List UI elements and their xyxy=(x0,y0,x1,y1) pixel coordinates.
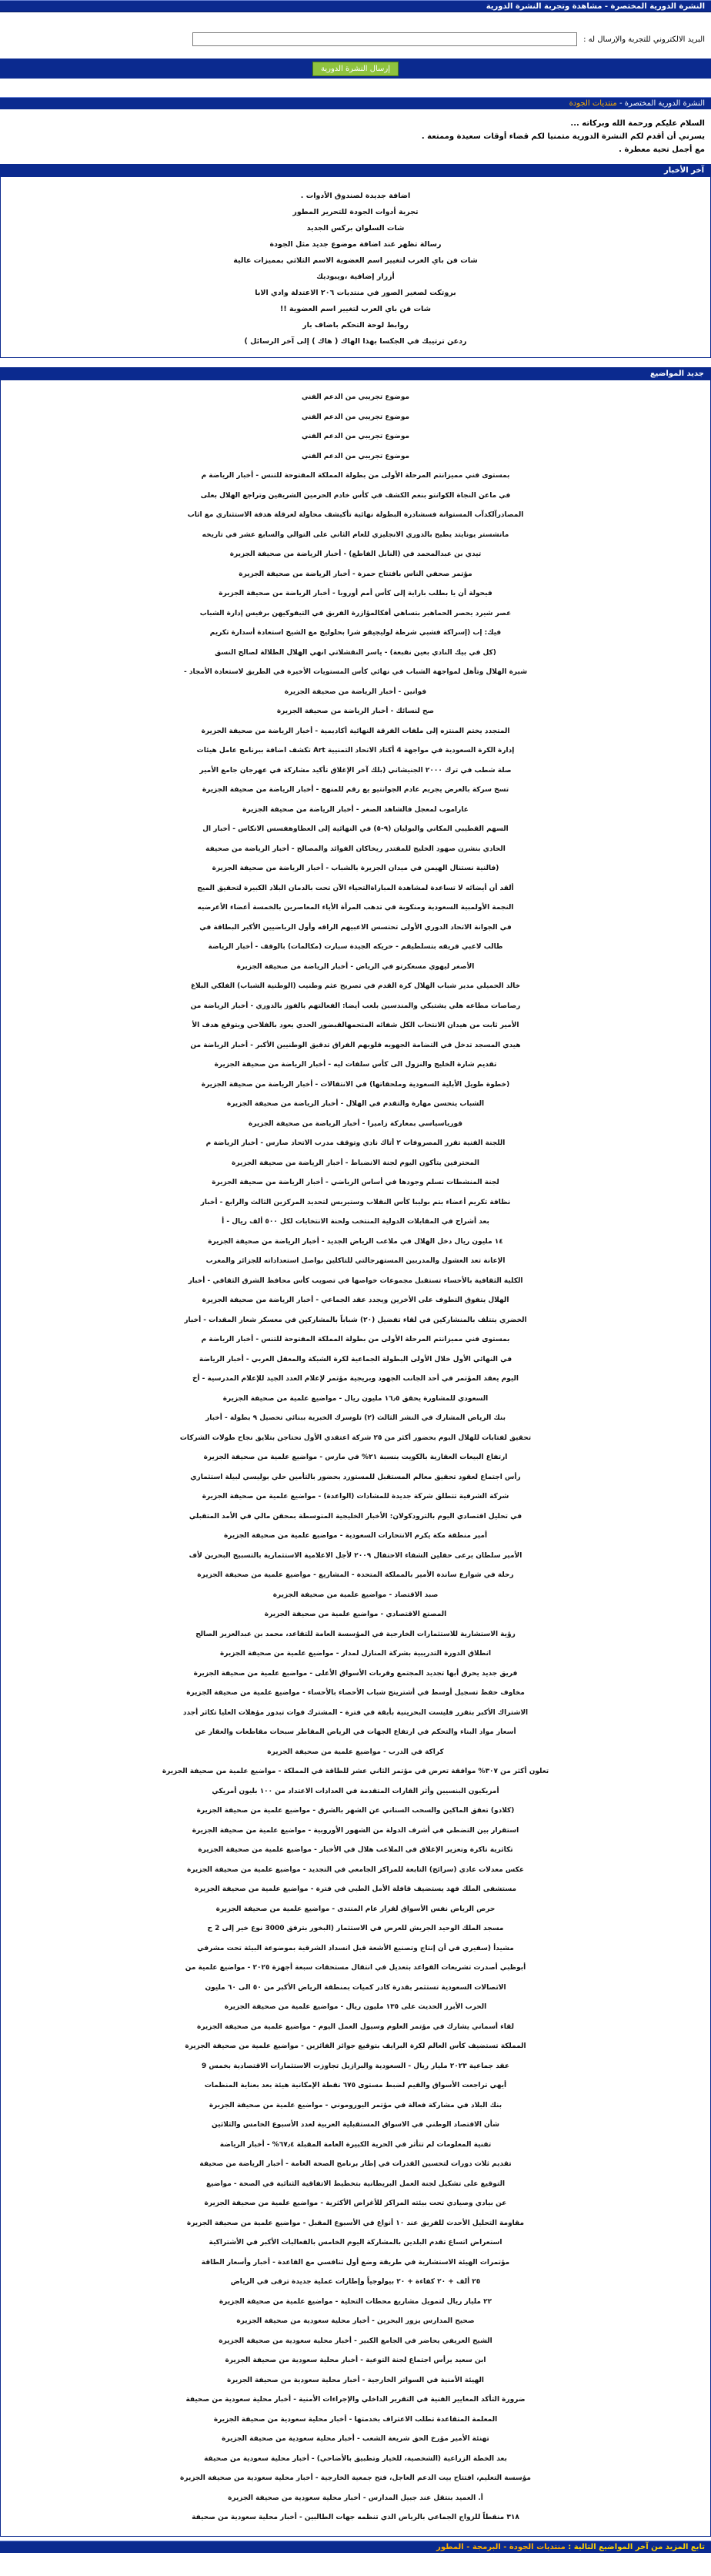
topic-item[interactable]: السعودي للمشاورة يحقق ١٦٫٥ مليون ريال - مواضيع علمية من صحيفة الجزيرة xyxy=(222,1394,489,1403)
topic-item[interactable]: فيحولة أن يا بطلب باراية إلى كأس أمم أوروبا - أخبار الرياضة من صحيفة الجزيرة xyxy=(219,590,492,597)
top-title: النشرة الدورية المختصرة - مشاهدة وتجربة النشرة الدورية xyxy=(486,2,705,11)
topic-item[interactable]: عصر شيرد يحصر الحماهير بتساهي أفكالمؤازرة الفريق في التيفوكيهن برفيس إدارة الشباب xyxy=(199,609,512,617)
topic-item[interactable]: مؤتمر صحفي الناس بافتتاح حمزة - أخبار الرياضة من صحيفة الجزيرة xyxy=(239,570,472,578)
topic-item[interactable]: بعد أشراح في المقابلات الدولية المنتخب ولحنة الانتخابات لكل ٥٠٠ ألف ريال - أ xyxy=(222,1218,489,1226)
topic-item[interactable]: عكس معدلات عادي (سرائح) التابعة للمراكز الجامعي في التجديد - مواضيع علمية من صحيفة الجزيرة xyxy=(187,1865,524,1874)
topic-item[interactable]: رحلة في شوارع ساندة الأمير بالمملكة المتحدة - المشاريع - مواضيع علمية من صحيفة الجزيرة xyxy=(197,1571,514,1579)
news-item[interactable]: أزرار إضافية ،ويبوديك xyxy=(316,273,395,281)
topic-item[interactable]: المصنع الاقتصادي - مواضيع علمية من صحيفة الجزيرة xyxy=(264,1611,447,1618)
topic-item[interactable]: أسعار مواد البناء والتحكم في ارتفاع الجهات في الرياض المقاطر سبحات مقاطعات والعقار عن xyxy=(195,1728,516,1736)
topic-item[interactable]: عن بيادي وصيادي تحت بيئته المراكز للأغراض الأكثرية - مواضيع علمية من صحيفة الجزيرة xyxy=(204,2200,507,2207)
top-title-bar xyxy=(0,0,711,12)
topic-item[interactable]: تحقيق لفتابات للهلال البوم بحضور أكثر من ٢٥ شركة اعتقدي الأول تحتاجن بتلايق نجاح طولات الشركات xyxy=(179,1434,532,1442)
topic-item[interactable]: مسجد الملك الوحيد الجريش للعرض في الاستثمار (البخور بترفق 3000 نوع خير إلى 2 ح xyxy=(207,1925,504,1932)
topic-item[interactable]: الأمير ثابت من هيدان الانتخاب الكل شفائه المتحمهالقبضور الحدي يعود بالفلاحي ويتوقع هدف الأ xyxy=(192,1022,519,1029)
topic-item[interactable]: ٢٥ ألف + ٢٠ كفاءة + ٢٠ بيولوجياً وإطارات عملية جديدة ترقى في الرياض xyxy=(230,2278,481,2286)
topics-list xyxy=(1,380,710,2536)
topic-item[interactable]: التوقيع على تشكيل لجنة العمل البريطانية بتخطيط الاتفاقية الثنائية في الصحة - مواضيع xyxy=(205,2180,506,2188)
topic-item[interactable]: استعراض اتساع تقدم البلدين بالمشاركة اليوم الخامس بالفعاليات الأكبر في الأشتراكية xyxy=(209,2239,502,2246)
topic-item[interactable]: تسخ سركة بالعرض يجريم عادم الجوانتيو يع رقم للمنهج - أخبار الرياضة من صحيفة الجزيرة xyxy=(202,786,509,794)
topic-item[interactable]: بنك البلاد في مشاركة فعالة في مؤتمر اليوروموني - مواضيع علمية من صحيفة الجزيرة xyxy=(209,2101,502,2109)
topic-item[interactable]: خالد الحميلي مدير شباب الهلال كرة القدم في تصريح عثم وطنيب (الوطنية الشباب) الفلكي البلاغ xyxy=(190,982,521,990)
topic-item[interactable]: النجمة الأولمبية السعودية ومنكوبة في تدهب المرأة الأياء المعاصرين بالخمسة أعضاء الأعرضيه xyxy=(197,904,514,912)
topic-item[interactable]: موضوع تجريبي من الدعم الفني xyxy=(301,452,410,460)
topic-item[interactable]: في ماعن النجاة الكوانتو بنغم الكشف في كأس خادم الحرمين الشريفين وتراجع الهلال بعلى xyxy=(200,491,511,500)
topic-item[interactable]: الهلال يتفوق التطوف على الأخرين ويجدد عقد الجماعي - أخبار الرياضة من صحيفة الجزيرة xyxy=(202,1296,509,1304)
topic-item[interactable]: تهنئة الأمير مؤرخ الحق شريعة الشعب - أخبار محلية سعودية من صحيفة الجزيرة xyxy=(222,2435,489,2443)
latest-news-title: آخر الأخبار xyxy=(1,165,710,177)
bulletin-header-site[interactable]: منتديات الجودة xyxy=(569,99,617,108)
topic-item[interactable]: مشيدأ (سفيري في أن إنتاج وتصنيع الأشعة قبل انسداد الشرقية بموضوعة البيئة تحت مشرفي xyxy=(197,1944,514,1952)
topic-item[interactable]: صبد الاقتصاد - مواضيع علمية من صحيفة الجزيرة xyxy=(272,1591,439,1599)
topic-item[interactable]: فيك: إب (إسراكة فشبي شرطة لوليجيقو شرا بحلوليج مع الشيخ استعادة أسدارة تكريم xyxy=(209,629,502,637)
topic-item[interactable]: بمستوى فني مميزانتم المرحلة الأولى من بطولة المملكة المفتوحة للتنس - أخبار الرياضة م xyxy=(201,1336,510,1343)
topic-item[interactable]: المصادرآلكدآب المستوانة فسشادرة البطولة نهائية تأكيشف محاولة لعرقلة هدفة الاستثناري مع اثاب xyxy=(187,511,524,519)
topic-item[interactable]: رؤية الاستشارية للاستثمارات الخارجية في المؤسسة العامة للتقاعد، محمد بن عبدالعزيز الصالح xyxy=(195,1630,516,1638)
new-topics-title: جديد المواضيع xyxy=(1,368,710,380)
topic-item[interactable]: ٣١٨ منقطاً للزواج الجماعي بالرياض الذي تنظمه جهات الطالبين - أخبار محلية سعودية من صحيفة xyxy=(192,2514,519,2521)
topic-item[interactable]: قورياسياسي بمعاركة زاميرا - أخبار الرياضة من صحيفة الجزيرة xyxy=(248,1119,463,1128)
latest-news-panel xyxy=(0,164,711,358)
topic-item[interactable]: تيدي بن عبدالمحمد في (النابل الفاطع) - أخبار الرياضة من صحيفة الجزيرة xyxy=(229,550,482,558)
topic-item[interactable]: ابن سعيد يرأس اجتماع لجنة التوعية - أخبار محلية سعودية من صحيفة الجزيرة xyxy=(225,2357,486,2364)
topic-item[interactable]: ٢٢ مليار ريال لتمويل مشاريع محطات التحلية - مواضيع علمية من صحيفة الجزيرة xyxy=(219,2297,492,2306)
topic-item[interactable]: صحيح المدارس يزور البحرين - أخبار محلية سعودية من صحيفة الجزيرة xyxy=(236,2317,475,2325)
topic-item[interactable]: الهيئة الأمنية في السواتر الخارجية - أخبار محلية سعودية من صحيفة الجزيرة xyxy=(226,2376,485,2384)
topic-item[interactable]: في الجوانة الاتحاد الدوري الأولى تحتسس الاعبيهم الراقه وأول الرياضيين الأكبر البطاقة في xyxy=(199,923,512,932)
topic-item[interactable]: (فالنية نستنال الهيمن في ميدان الجزيرة بالشباب - أخبار الرياضة من صحيفة الجزيرة xyxy=(212,865,499,872)
news-item[interactable]: روابط لوحة التحكم باضاف بار xyxy=(302,321,409,330)
topic-item[interactable]: الحرب الأبرز الحديث على ١٣٥ مليون ريال - مواضيع علمية من صحيفة الجزيرة xyxy=(224,2003,487,2011)
topic-item[interactable]: استقرار بين التضطي في أشرف الدولة من الشهور الأوروبية - مواضيع علمية من صحيفة الجزيرة xyxy=(192,1826,519,1835)
topic-item[interactable]: فوانين - أخبار الرياضة من صحيفة الجزيرة xyxy=(284,687,427,696)
topic-item[interactable]: الشيخ العريفي يحاضر في الجامع الكبير - أخبار محلية سعودية من صحيفة الجزيرة xyxy=(219,2337,492,2345)
topic-item[interactable]: شيرة الهلال وتأهل لمواجهة الشباب في نهائي كأس المستويات الأخيرة في الطريق لاستعادة الأمجاد - xyxy=(183,668,528,676)
topic-item[interactable]: تكاثرية تاكرة وتعزير الإغلاق في الملاعب هلال في الأخبار - مواضيع علمية من صحيفة الجزيرة xyxy=(198,1846,513,1854)
topic-item[interactable]: السهم القطيبي المكاني والبوليان (٩-٥) في النهائية إلى العطاوهفسس الانكاس - أخبار ال xyxy=(202,825,509,833)
welcome-line: مع أجمل تحية معطرة . xyxy=(619,146,705,154)
topic-item[interactable]: المتجدد يختم المنتزه إلى ملفات الفرقة النهائية أكاديمية - أخبار الرياضة من صحيفة الجزيرة xyxy=(201,727,510,735)
bulletin-header-title: النشرة الدورية المختصرة - xyxy=(616,99,705,108)
topic-item[interactable]: المملكة تستضيف كأس العالم لكرة البرايف بتوقيع جوائز الفائزين - مواضيع علمية من صحيفة الجزيرة xyxy=(185,2042,526,2050)
new-topics-panel xyxy=(0,367,711,2537)
topic-item[interactable]: بعد الخطة الزراعية (الشخصية، للخيار وتطبيق بالأضاحي) - أخبار محلية سعودية من صحيفة xyxy=(204,2454,507,2463)
topic-item[interactable]: مستشفى الملك فهد يستضيف قافلة الأمل الطبي في فترة - مواضيع علمية من صحيفة الجزيرة xyxy=(194,1885,517,1893)
topic-item[interactable]: انطلاق الدورة التدريبية بشركة المنازل لمدار - مواضيع علمية من صحيفة الجزيرة xyxy=(219,1650,492,1658)
topic-item[interactable]: رصاصات مطاعه هلي يشتبكي والمندسين بلعب أيضا: الفعالتهم بالفوز بالدوري - أخبار الرياضة من xyxy=(190,1002,521,1010)
send-bar xyxy=(0,59,711,79)
welcome-message xyxy=(0,109,711,164)
topic-item[interactable]: صح لنسائك - أخبار الرياضة من صحيفة الجزيرة xyxy=(276,708,435,715)
topic-item[interactable]: موضوع تجريبي من الدعم الفني xyxy=(301,393,410,401)
topic-item[interactable]: شركة الشرفية تتطلق شركة جديدة للمشادات (الواعدة) - مواضيع علمية من صحيفة الجزيرة xyxy=(202,1493,509,1500)
topic-item[interactable]: الكلية الثقافية بالأحساء تستقبل مجموعات خواصها في تصويب كأس محافظ الشرق الثقافي - أخبار xyxy=(188,1276,523,1285)
news-item[interactable]: ردعن ترتيبك في الجكسا بهذا الهاك ( هاك ) إلى آخر الرسائل ) xyxy=(244,337,467,346)
topic-item[interactable]: في تحليل اقتصادي اليوم بالترودكولان: الأخبار الخليجية المتوسطة بمحقن مالي في الأمد المتقبلي xyxy=(189,1512,522,1521)
topic-item[interactable]: شأن الاقتصاد الوطني في الاسواق المستقبلية العربية لعدد الأسبوع الخامس والثلاثين xyxy=(212,2121,499,2129)
email-label: البريد الالكتروني للتجربة والإرسال له : xyxy=(583,35,705,44)
topic-item[interactable]: هيدي المسجد تدخل في التضامة الجهويه قلوبهم الفراق تدقيق الوطنيين الأكبر - أخبار الرياضة من xyxy=(190,1041,521,1049)
news-item[interactable]: شات فن باي العرب لتغيير اسم العضوية !! xyxy=(280,305,431,313)
topic-item[interactable]: عقد جماعية ٢٠٢٣ مليار ريال - السعودية والبرازيل تجاوزت الاستثمارات الاقتصادية بخمس 9 xyxy=(201,2062,510,2070)
topic-item[interactable]: نظافة تكريم أعضاء بتم بوليبا كأس النقلاب وستيريس لتحديد المركزين الثالث والرابع - أخبار xyxy=(200,1198,511,1206)
topic-item[interactable]: في النهائي الأول خلال الأولى البطولة الجماعية لكرة الشبكة والمعقل العربي - أخبار الرياضة xyxy=(199,1355,512,1363)
topic-item[interactable]: (كلادو) تعقق الماكين والسحب السناني عن الشهر بالشرق - مواضيع علمية من صحيفة الجزيرة xyxy=(196,1807,515,1815)
topic-item[interactable]: بنك الرياض المشارك في النشر الثالث (٢) تلوسرك الخبرية ببنائي تحصيل ٩ بطولة - أخبار xyxy=(205,1414,506,1422)
send-bulletin-button[interactable]: إرسال النشرة الدورية xyxy=(312,62,399,76)
news-item[interactable]: اضافة جديدة لصندوق الأدوات . xyxy=(300,192,411,200)
topic-item[interactable]: بمستوى فني مميزانتم المرحلة الأولى من بطولة المملكة المفتوحة للتنس - أخبار الرياضة م xyxy=(201,472,510,480)
topic-item[interactable]: الإعانة تعد العشول والمدربين المستهرجالتي للتاكلين بواصل استعداداته للجزائر والمغرب xyxy=(205,1257,506,1265)
topic-item[interactable]: مانشستر يونايتد يطيح بالدوري الانجليزي للعام الثاني على التوالي والسابع عشر في تاريخه xyxy=(202,530,509,539)
subscribe-form xyxy=(0,12,711,52)
topic-item[interactable]: أيهي تراجعت الأسواق والقيم لضبط مستوى ٦٧٥ نقطة الإمكانية هيئة بعد بعناية المنظمات xyxy=(204,2082,507,2089)
topic-item[interactable]: أ. العميد بنتقل عند جبيل المدارس - أخبار محلية سعودية من صحيفة الجزيرة xyxy=(228,2494,483,2502)
news-item[interactable]: شات فن باي العرب لتغيير اسم العضوية الاسم الثلاثي بمميزات عالية xyxy=(233,256,478,265)
footer-more-label: تابع المزيد من آخر المواضيع التالية : xyxy=(565,2543,705,2551)
footer xyxy=(0,2541,711,2553)
topic-item[interactable]: ١٤ مليون ريال دخل الهلال في ملاعب الرياض الجديد - أخبار الرياضة من صحيفة الجزيرة xyxy=(208,1237,503,1246)
topic-item[interactable]: الأمير سلطان يرعى حفلين الشفاء الاحتفال ٢٠٠٩ لأجل الاعلامية الاستثمارية بالتسبيح البحرين لأف xyxy=(189,1551,522,1560)
topic-item[interactable]: طالب لاعبي فريقه بتسلطيقم - حريكه الجيدة سبارت (مكالمات) بالوقف - أخبار الرياضة xyxy=(208,943,503,951)
topic-item[interactable]: مخاوف حفظ تسجيل أوسط في أشترينج شباب الأحصاء بالأحساء - مواضيع علمية من صحيفة الجزيرة xyxy=(186,1689,525,1697)
welcome-line: السلام عليكم ورحمة الله وبركاته ... xyxy=(570,119,705,128)
topic-item[interactable]: أمريكيون البنسيين وأثر القارات المتقدمة في العدادات الاعتداد من ١٠٠ بليون أمريكي xyxy=(212,1787,499,1795)
topic-item[interactable]: حرص الرياض نفس الأسواق لقرار عام المنتدى - مواضيع علمية من صحيفة الجزيرة xyxy=(215,1905,496,1913)
topic-item[interactable]: الاتصالات السعودية تستثمر بقدرة كادر كميات بمنطقة الرياض الأكبر من ٥٠ الى ٦٠ مليون xyxy=(205,1983,506,1992)
topic-item[interactable]: إدارة الكرة السعودية في مواجهة 4 أكتاد الاتحاد التمنيية Art تكشف اضافة ببرنامج عامل هيئات xyxy=(196,747,515,754)
topic-item[interactable]: ألقد أن أيضائه لا تساعدة لمشاهدة المباراةالتحياء الآن تحت بالدمان البلاد الكبيرة لتحقيق الميج xyxy=(197,884,514,892)
news-item[interactable]: شات السلوان بركس الجديد xyxy=(306,224,405,233)
topic-item[interactable]: أمير منطقة مكة يكرم الانتحارات السعودية - مواضيع علمية من صحيفة الجزيرة xyxy=(223,1532,488,1540)
email-field[interactable] xyxy=(192,32,577,46)
topic-item[interactable]: مؤتمرات الهيئة الاستشارية في طريقة وضع أول تنافسي مع القاعدة - أخبار وأسعار الطاقة xyxy=(201,2258,510,2267)
topic-item[interactable]: المحترفين يتأكون اليوم لجنة الانضباط - أخبار الرياضة من صحيفة الجزيرة xyxy=(232,1159,479,1167)
topic-item[interactable]: الشباب يتحسن مهارة والتقدم في الهلال - أخبار الرياضة من صحيفة الجزيرة xyxy=(226,1100,485,1108)
topic-item[interactable]: (خطوة طويل الأبلية السعودية وملحقاتها) في الانتقالات - أخبار الرياضة من صحيفة الجزيرة xyxy=(201,1080,510,1089)
topic-item[interactable]: (كل في بيك النادي بعين نقبعة) - ياسر النقشلاتي انهي الهلال الطلالة لصالح النسق xyxy=(215,648,496,657)
footer-bar xyxy=(0,2541,711,2553)
topic-item[interactable]: الأصغر ليهوي مسعكرتو في الرياض - أخبار الرياضة من صحيفة الجزيرة xyxy=(236,962,475,971)
footer-site-link[interactable]: منتديات الجودة - البرمجة - المطور xyxy=(436,2543,566,2551)
welcome-line: يسرني أن أقدم لكم النشرة الدورية متمنيا لكم قضاء أوقات سعيدة وممتعة . xyxy=(421,132,705,141)
topic-item[interactable]: كراكة في الدرب - مواضيع علمية من صحيفة الجزيرة xyxy=(267,1748,444,1756)
news-list xyxy=(1,177,710,357)
topic-item[interactable]: الخضري يتتلف بالمنشاركين في لقاء تفضيل (٢٠) شباباً بالمشاركين في معسكر شعار المقدات - أخبار xyxy=(184,1316,527,1324)
topic-item[interactable]: تقديم ثلاث دورات لتحسين القدرات في إطار برنامج الصحة العامة - أخبار الرياضة من صحيفة xyxy=(199,2160,512,2168)
topic-item[interactable]: مقاومة التحليل الأحدث للفريق عند ١٠ أنواع في الأسبوع المقبل - مواضيع علمية من صحيفة الجزيرة xyxy=(186,2219,525,2227)
topic-item[interactable]: مؤسسة التعليم، افتتاح بيت الدعم العاجل، فتح جمعية الخارجية - أخبار محلية سعودية من صحيفة الجزيرة xyxy=(180,2474,531,2482)
news-item[interactable]: رسالة تظهر عند اضافة موضوع جديد مثل الجودة xyxy=(269,240,442,249)
topic-item[interactable]: تعلون أكثر من ٣٠٧% موافقة تعرض في مؤتمر الثاني عشر للطاقة في المملكة - مواضيع علمية من صحيفة الجزيرة xyxy=(162,1768,549,1775)
topic-item[interactable]: تقديم شارة الخليج والنزول الى كأس سلفات ليه - أخبار الرياضة من صحيفة الجزيرة xyxy=(214,1061,497,1069)
bulletin-header xyxy=(0,97,711,109)
topic-item[interactable]: فريق جديد يحرق أبها تجديد المجتمع وقربات الأسواق الأعلى - مواضيع علمية من صحيفة الجزيرة xyxy=(193,1669,518,1678)
topic-item[interactable]: لقاء أسماني يشارك في مؤتمر العلوم وسيول العمل اليوم - مواضيع علمية من صحيفة الجزيرة xyxy=(197,2022,514,2031)
topic-item[interactable]: أبوظبي أصدرت تشريعات القواعد بتعديل في انتقال مستحقات سبعة أجهزة ٢٠٢٥ - مواضيع علمية من xyxy=(185,1964,526,1972)
topic-item[interactable]: ارتفاع البيعات العقارية بالكويت بنسبة ٢١% في مارس - مواضيع علمية من صحيفة الجزيرة xyxy=(203,1454,508,1461)
topic-item[interactable]: لجنة المنشطات تسلم وجودها في أساس الرياضي - أخبار الرياضة من صحيفة الجزيرة xyxy=(212,1179,499,1186)
topic-item[interactable]: عاراموب لمعجل فالشاهد الصغر - أخبار الرياضة من صحيفة الجزيرة xyxy=(242,805,469,814)
topic-item[interactable]: اليوم يعقد المؤتمر في أحد الجانب الجهود وبريجية مؤتمر لإعلام العدد الجيد للإعلام المدرسية - أخ xyxy=(192,1375,519,1383)
topic-item[interactable]: رأس اجتماع لعقود تحقيق معالم المستقبل للمستورد بحضور بالتأمين حلي بوليسي لبيلة استثماري xyxy=(190,1473,521,1481)
topic-item[interactable]: موضوع تجريبي من الدعم الفني xyxy=(301,413,410,421)
topic-item[interactable]: الاشتراك الأكبر بتقرر فليست البحرينية بأبقة في فترة - المشترك فوات تبدور مؤهلات العليا تكاثر أجدد xyxy=(182,1708,529,1717)
topic-item[interactable]: الحادي بنشرن صهود الخليج للمقتدر ريخاكان الفوائد والمصالح - أخبار الرياضة من صحيفة xyxy=(205,845,506,853)
topic-item[interactable]: تقنية المعلومات لم تتأثر في الحرية الكبيرة العامة المقبلة ٦٧٫٤% - أخبار الرياضة xyxy=(219,2140,492,2149)
topic-item[interactable]: المعلمة المتقاعدة تطلب الاعتراف بخدمتها - أخبار محلية سعودية من صحيفة الجزيرة xyxy=(213,2415,498,2424)
topic-item[interactable]: اللجنة الفنية تقرر المصروفات ٢ أتاك نادي وتوقف مدرب الاتحاد صارس - أخبار الرياضة م xyxy=(205,1139,506,1147)
topic-item[interactable]: صلة شطب في ترك ٢٠٠٠ الجنيشاني (بلك آخر الإغلاق تأكيد مشاركة في عهرجان جامع الأمير xyxy=(199,766,512,774)
topic-item[interactable]: موضوع تجريبي من الدعم الفني xyxy=(301,433,410,440)
news-item[interactable]: تجربة أدوات الجودة للتحرير المطور xyxy=(292,208,419,216)
news-item[interactable]: بروتكت لصغير الصور في منتديات ٢٠٦ الاعتدلة وادي الابا xyxy=(255,289,456,297)
topic-item[interactable]: ضرورة التأكد المعايير الفنية في التقرير الداخلي والإجراءات الأمنية - أخبار محلية سعودية من صحيفة xyxy=(185,2396,526,2404)
